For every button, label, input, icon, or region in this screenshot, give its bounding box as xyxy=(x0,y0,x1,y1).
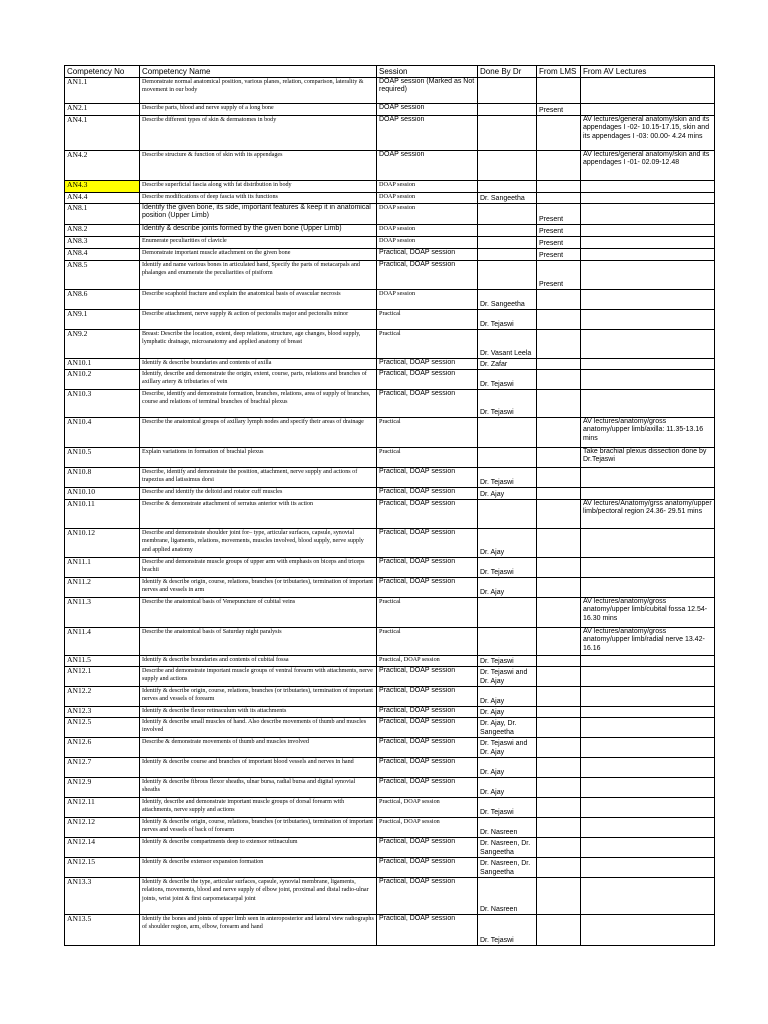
done-by-dr-cell: Dr. Tejaswi and Dr. Ajay xyxy=(478,738,537,758)
from-av-lectures-cell xyxy=(581,687,715,707)
from-lms-cell xyxy=(537,370,581,390)
done-by-dr-cell xyxy=(478,500,537,529)
competency-name-cell: Identify & describe boundaries and contents of axilla xyxy=(140,359,377,370)
competency-name-cell: Identify & describe boundaries and contents of cubital fossa xyxy=(140,656,377,667)
competency-name-cell: Identify & describe flexor retinaculum with its attachments xyxy=(140,707,377,718)
from-lms-cell xyxy=(537,798,581,818)
from-av-lectures-cell xyxy=(581,330,715,359)
from-lms-cell: Present xyxy=(537,237,581,249)
from-lms-cell: Present xyxy=(537,104,581,116)
done-by-dr-cell: Dr. Tejaswi xyxy=(478,310,537,330)
from-av-lectures-cell xyxy=(581,359,715,370)
from-lms-cell xyxy=(537,116,581,151)
session-cell: Practical, DOAP session xyxy=(377,687,478,707)
from-lms-cell: Present xyxy=(537,204,581,225)
competency-name-cell: Identify & describe origin, course, relations, branches (or tributaries), termination of important nerves and vessels in arm xyxy=(140,578,377,598)
from-lms-cell xyxy=(537,707,581,718)
table-row xyxy=(65,390,715,418)
from-av-lectures-cell xyxy=(581,104,715,116)
from-av-lectures-cell xyxy=(581,838,715,858)
session-cell: Practical xyxy=(377,310,478,330)
table-row xyxy=(65,151,715,181)
from-av-lectures-cell xyxy=(581,290,715,310)
from-av-lectures-cell: AV lectures/anatomy/gross anatomy/upper limb/axilla: 11.35-13.16 mins xyxy=(581,418,715,448)
competency-name-cell: Describe the anatomical basis of Venepuncture of cubital veins xyxy=(140,598,377,628)
session-cell: Practical, DOAP session xyxy=(377,778,478,798)
table-row xyxy=(65,656,715,667)
table-row xyxy=(65,330,715,359)
competency-name-cell: Describe & demonstrate attachment of serratus anterior with its action xyxy=(140,500,377,529)
competency-name-cell: Describe the anatomical basis of Saturday night paralysis xyxy=(140,628,377,656)
session-cell: Practical, DOAP session xyxy=(377,359,478,370)
competency-no-cell: AN12.6 xyxy=(65,738,140,758)
from-lms-cell xyxy=(537,558,581,578)
table-row xyxy=(65,488,715,500)
competency-name-cell: Describe the anatomical groups of axillary lymph nodes and specify their areas of drainage xyxy=(140,418,377,448)
done-by-dr-cell: Dr. Zafar xyxy=(478,359,537,370)
session-cell: DOAP session xyxy=(377,290,478,310)
from-lms-cell xyxy=(537,310,581,330)
table-row xyxy=(65,915,715,946)
session-cell: DOAP session (Marked as Not required) xyxy=(377,78,478,104)
table-row xyxy=(65,78,715,104)
competency-name-cell: Describe, identify and demonstrate the position, attachment, nerve supply and actions of trapezius and latissimus dorsi xyxy=(140,468,377,488)
table-row xyxy=(65,687,715,707)
from-lms-cell xyxy=(537,529,581,558)
done-by-dr-cell xyxy=(478,249,537,261)
done-by-dr-cell: Dr. Vasant Leela xyxy=(478,330,537,359)
done-by-dr-cell: Dr. Ajay xyxy=(478,529,537,558)
from-lms-cell xyxy=(537,656,581,667)
competency-name-cell: Describe and demonstrate muscle groups of upper arm with emphasis on biceps and triceps brachii xyxy=(140,558,377,578)
table-row xyxy=(65,448,715,468)
header-from-av-lectures: From AV Lectures xyxy=(581,66,715,78)
competency-table xyxy=(64,65,715,946)
table-row xyxy=(65,104,715,116)
from-lms-cell xyxy=(537,151,581,181)
from-av-lectures-cell xyxy=(581,558,715,578)
competency-name-cell: Demonstrate normal anatomical position, various planes, relation, comparison, laterality & movement in our body xyxy=(140,78,377,104)
from-av-lectures-cell xyxy=(581,529,715,558)
from-av-lectures-cell xyxy=(581,738,715,758)
competency-no-cell: AN12.11 xyxy=(65,798,140,818)
session-cell: DOAP session xyxy=(377,181,478,193)
session-cell: DOAP session xyxy=(377,237,478,249)
competency-name-cell: Identify & describe course and branches of important blood vessels and nerves in hand xyxy=(140,758,377,778)
header-row xyxy=(65,66,715,78)
competency-no-cell: AN11.5 xyxy=(65,656,140,667)
session-cell: DOAP session xyxy=(377,116,478,151)
competency-name-cell: Demonstrate important muscle attachment on the given bone xyxy=(140,249,377,261)
table-row xyxy=(65,707,715,718)
table-row xyxy=(65,249,715,261)
table-row xyxy=(65,738,715,758)
done-by-dr-cell: Dr. Sangeetha xyxy=(478,290,537,310)
from-lms-cell xyxy=(537,193,581,204)
table-row xyxy=(65,225,715,237)
competency-no-cell: AN12.3 xyxy=(65,707,140,718)
done-by-dr-cell: Dr. Nasreen xyxy=(478,818,537,838)
session-cell: DOAP session xyxy=(377,204,478,225)
session-cell: Practical xyxy=(377,628,478,656)
from-lms-cell xyxy=(537,628,581,656)
from-lms-cell xyxy=(537,878,581,915)
table-row xyxy=(65,878,715,915)
competency-name-cell: Describe different types of skin & dermatomes in body xyxy=(140,116,377,151)
done-by-dr-cell xyxy=(478,78,537,104)
done-by-dr-cell xyxy=(478,448,537,468)
competency-name-cell: Identify & describe joints formed by the given bone (Upper Limb) xyxy=(140,225,377,237)
from-av-lectures-cell xyxy=(581,181,715,193)
session-cell: DOAP session xyxy=(377,104,478,116)
session-cell: Practical xyxy=(377,330,478,359)
done-by-dr-cell: Dr. Nasreen, Dr. Sangeetha xyxy=(478,858,537,878)
competency-no-cell: AN12.15 xyxy=(65,858,140,878)
from-av-lectures-cell xyxy=(581,390,715,418)
table-row xyxy=(65,116,715,151)
from-lms-cell xyxy=(537,290,581,310)
competency-name-cell: Breast: Describe the location, extent, deep relations, structure, age changes, blood supply, lymphatic drainage, microanatomy and applied anatomy of breast xyxy=(140,330,377,359)
done-by-dr-cell: Dr. Tejaswi xyxy=(478,468,537,488)
from-lms-cell: Present xyxy=(537,261,581,290)
from-av-lectures-cell: AV lectures/general anatomy/skin and its appendages I -01- 02.09-12.48 xyxy=(581,151,715,181)
done-by-dr-cell: Dr. Ajay xyxy=(478,778,537,798)
table-row xyxy=(65,628,715,656)
competency-no-cell: AN9.1 xyxy=(65,310,140,330)
session-cell: Practical, DOAP session xyxy=(377,878,478,915)
from-lms-cell xyxy=(537,330,581,359)
competency-no-cell: AN11.2 xyxy=(65,578,140,598)
from-lms-cell xyxy=(537,390,581,418)
competency-no-cell: AN10.8 xyxy=(65,468,140,488)
from-av-lectures-cell xyxy=(581,225,715,237)
competency-no-cell: AN8.5 xyxy=(65,261,140,290)
competency-name-cell: Describe & demonstrate movements of thumb and muscles involved xyxy=(140,738,377,758)
done-by-dr-cell: Dr. Nasreen xyxy=(478,878,537,915)
from-av-lectures-cell xyxy=(581,915,715,946)
from-lms-cell xyxy=(537,667,581,687)
competency-no-cell: AN4.3 xyxy=(65,181,140,193)
session-cell: Practical, DOAP session xyxy=(377,667,478,687)
session-cell: Practical, DOAP session xyxy=(377,249,478,261)
done-by-dr-cell: Dr. Tejaswi xyxy=(478,656,537,667)
table-row xyxy=(65,838,715,858)
table-body xyxy=(65,78,715,946)
from-lms-cell xyxy=(537,687,581,707)
from-av-lectures-cell xyxy=(581,707,715,718)
table-row xyxy=(65,667,715,687)
from-av-lectures-cell xyxy=(581,249,715,261)
from-av-lectures-cell xyxy=(581,261,715,290)
competency-no-cell: AN10.10 xyxy=(65,488,140,500)
session-cell: Practical, DOAP session xyxy=(377,500,478,529)
done-by-dr-cell: Dr. Ajay, Dr. Sangeetha xyxy=(478,718,537,738)
from-av-lectures-cell xyxy=(581,370,715,390)
competency-no-cell: AN12.14 xyxy=(65,838,140,858)
table-row xyxy=(65,578,715,598)
competency-name-cell: Describe scaphoid fracture and explain the anatomical basis of avascular necrosis xyxy=(140,290,377,310)
competency-no-cell: AN11.4 xyxy=(65,628,140,656)
done-by-dr-cell: Dr. Ajay xyxy=(478,687,537,707)
session-cell: Practical, DOAP session xyxy=(377,738,478,758)
done-by-dr-cell: Dr. Tejaswi xyxy=(478,558,537,578)
table-row xyxy=(65,798,715,818)
competency-name-cell: Identify & describe origin, course, relations, branches (or tributaries), termination of important nerves and vessels of back of forearm xyxy=(140,818,377,838)
competency-name-cell: Describe structure & function of skin with its appendages xyxy=(140,151,377,181)
from-av-lectures-cell xyxy=(581,798,715,818)
competency-no-cell: AN8.4 xyxy=(65,249,140,261)
header-from-lms: From LMS xyxy=(537,66,581,78)
competency-name-cell: Describe superficial fascia along with fat distribution in body xyxy=(140,181,377,193)
from-av-lectures-cell: Take brachial plexus dissection done by Dr.Tejaswi xyxy=(581,448,715,468)
competency-name-cell: Explain variations in formation of brachial plexus xyxy=(140,448,377,468)
competency-no-cell: AN11.1 xyxy=(65,558,140,578)
done-by-dr-cell xyxy=(478,225,537,237)
done-by-dr-cell xyxy=(478,151,537,181)
session-cell: Practical, DOAP session xyxy=(377,707,478,718)
done-by-dr-cell xyxy=(478,598,537,628)
competency-no-cell: AN12.12 xyxy=(65,818,140,838)
from-lms-cell xyxy=(537,468,581,488)
header-session: Session xyxy=(377,66,478,78)
done-by-dr-cell: Dr. Ajay xyxy=(478,758,537,778)
from-av-lectures-cell xyxy=(581,878,715,915)
competency-no-cell: AN10.1 xyxy=(65,359,140,370)
from-av-lectures-cell xyxy=(581,778,715,798)
done-by-dr-cell: Dr. Tejaswi and Dr. Ajay xyxy=(478,667,537,687)
done-by-dr-cell: Dr. Sangeetha xyxy=(478,193,537,204)
done-by-dr-cell xyxy=(478,418,537,448)
session-cell: Practical, DOAP session xyxy=(377,578,478,598)
from-av-lectures-cell xyxy=(581,758,715,778)
competency-no-cell: AN10.3 xyxy=(65,390,140,418)
from-lms-cell xyxy=(537,738,581,758)
competency-no-cell: AN11.3 xyxy=(65,598,140,628)
done-by-dr-cell: Dr. Ajay xyxy=(478,707,537,718)
table-row xyxy=(65,718,715,738)
competency-no-cell: AN8.2 xyxy=(65,225,140,237)
from-lms-cell xyxy=(537,418,581,448)
done-by-dr-cell xyxy=(478,116,537,151)
from-lms-cell xyxy=(537,181,581,193)
from-lms-cell xyxy=(537,488,581,500)
from-lms-cell xyxy=(537,838,581,858)
done-by-dr-cell xyxy=(478,628,537,656)
from-lms-cell xyxy=(537,359,581,370)
from-av-lectures-cell xyxy=(581,237,715,249)
competency-no-cell: AN9.2 xyxy=(65,330,140,359)
table-row xyxy=(65,778,715,798)
session-cell: Practical, DOAP session xyxy=(377,468,478,488)
competency-no-cell: AN12.5 xyxy=(65,718,140,738)
from-lms-cell xyxy=(537,778,581,798)
competency-no-cell: AN10.11 xyxy=(65,500,140,529)
competency-name-cell: Describe and demonstrate important muscle groups of ventral forearm with attachments, nerve supply and actions xyxy=(140,667,377,687)
competency-name-cell: Describe modifications of deep fascia with its functions xyxy=(140,193,377,204)
competency-no-cell: AN10.5 xyxy=(65,448,140,468)
competency-no-cell: AN12.1 xyxy=(65,667,140,687)
table-row xyxy=(65,181,715,193)
table-row xyxy=(65,418,715,448)
from-av-lectures-cell xyxy=(581,578,715,598)
competency-name-cell: Identify & describe extensor expansion formation xyxy=(140,858,377,878)
session-cell: Practical, DOAP session xyxy=(377,488,478,500)
table-row xyxy=(65,290,715,310)
competency-name-cell: Identify & describe origin, course, relations, branches (or tributaries), termination of important nerves and vessels of forearm xyxy=(140,687,377,707)
competency-no-cell: AN8.1 xyxy=(65,204,140,225)
competency-name-cell: Enumerate peculiarities of clavicle xyxy=(140,237,377,249)
from-av-lectures-cell: AV lectures/Anatomy/grss anatomy/upper limb/pectoral region 24.36- 29.51 mins xyxy=(581,500,715,529)
table-row xyxy=(65,193,715,204)
table-row xyxy=(65,370,715,390)
done-by-dr-cell: Dr. Tejaswi xyxy=(478,798,537,818)
from-lms-cell xyxy=(537,858,581,878)
from-lms-cell: Present xyxy=(537,225,581,237)
session-cell: Practical, DOAP session xyxy=(377,798,478,818)
session-cell: Practical, DOAP session xyxy=(377,656,478,667)
table-row xyxy=(65,261,715,290)
done-by-dr-cell xyxy=(478,104,537,116)
done-by-dr-cell xyxy=(478,261,537,290)
competency-no-cell: AN8.3 xyxy=(65,237,140,249)
table-row xyxy=(65,758,715,778)
competency-no-cell: AN12.2 xyxy=(65,687,140,707)
session-cell: Practical xyxy=(377,448,478,468)
competency-no-cell: AN13.5 xyxy=(65,915,140,946)
from-av-lectures-cell xyxy=(581,78,715,104)
from-lms-cell xyxy=(537,78,581,104)
header-competency-name: Competency Name xyxy=(140,66,377,78)
done-by-dr-cell xyxy=(478,204,537,225)
from-lms-cell xyxy=(537,500,581,529)
competency-name-cell: Identify, describe and demonstrate important muscle groups of dorsal forearm with attachments, nerve supply and actions xyxy=(140,798,377,818)
from-av-lectures-cell: AV lectures/general anatomy/skin and its appendages I -02- 10.15-17.15, skin and its appendages I -03: 00.00- 4.24 mins xyxy=(581,116,715,151)
from-av-lectures-cell xyxy=(581,718,715,738)
competency-no-cell: AN1.1 xyxy=(65,78,140,104)
from-av-lectures-cell xyxy=(581,310,715,330)
done-by-dr-cell: Dr. Tejaswi xyxy=(478,370,537,390)
table-row xyxy=(65,310,715,330)
session-cell: Practical, DOAP session xyxy=(377,529,478,558)
session-cell: Practical xyxy=(377,598,478,628)
competency-no-cell: AN10.12 xyxy=(65,529,140,558)
competency-no-cell: AN8.6 xyxy=(65,290,140,310)
session-cell: Practical, DOAP session xyxy=(377,390,478,418)
from-lms-cell xyxy=(537,578,581,598)
table-row xyxy=(65,500,715,529)
header-done-by-dr: Done By Dr xyxy=(478,66,537,78)
from-av-lectures-cell xyxy=(581,488,715,500)
from-av-lectures-cell xyxy=(581,858,715,878)
done-by-dr-cell xyxy=(478,181,537,193)
competency-no-cell: AN13.3 xyxy=(65,878,140,915)
competency-no-cell: AN10.2 xyxy=(65,370,140,390)
competency-name-cell: Describe attachment, nerve supply & action of pectoralis major and pectoralis minor xyxy=(140,310,377,330)
competency-no-cell: AN4.2 xyxy=(65,151,140,181)
from-lms-cell xyxy=(537,758,581,778)
competency-name-cell: Identify the bones and joints of upper limb seen in anteroposterior and lateral view radiographs of shoulder region, arm, elbow, forearm and hand xyxy=(140,915,377,946)
done-by-dr-cell: Dr. Ajay xyxy=(478,488,537,500)
competency-no-cell: AN2.1 xyxy=(65,104,140,116)
done-by-dr-cell: Dr. Nasreen, Dr. Sangeetha xyxy=(478,838,537,858)
from-lms-cell: Present xyxy=(537,249,581,261)
session-cell: Practical xyxy=(377,418,478,448)
from-lms-cell xyxy=(537,448,581,468)
competency-no-cell: AN4.1 xyxy=(65,116,140,151)
from-lms-cell xyxy=(537,818,581,838)
session-cell: Practical, DOAP session xyxy=(377,858,478,878)
session-cell: Practical, DOAP session xyxy=(377,818,478,838)
from-av-lectures-cell xyxy=(581,468,715,488)
from-av-lectures-cell xyxy=(581,204,715,225)
competency-name-cell: Describe and identify the deltoid and rotator cuff muscles xyxy=(140,488,377,500)
competency-no-cell: AN12.7 xyxy=(65,758,140,778)
table-row xyxy=(65,818,715,838)
table-row xyxy=(65,598,715,628)
session-cell: DOAP session xyxy=(377,151,478,181)
competency-name-cell: Identify the given bone, its side, important features & keep it in anatomical position (Upper Limb) xyxy=(140,204,377,225)
done-by-dr-cell xyxy=(478,237,537,249)
session-cell: Practical, DOAP session xyxy=(377,838,478,858)
from-lms-cell xyxy=(537,718,581,738)
competency-name-cell: Identify and name various bones in articulated hand, Specify the parts of metacarpals and phalanges and enumerate the peculiarities of pisiform xyxy=(140,261,377,290)
table-row xyxy=(65,468,715,488)
table-row xyxy=(65,529,715,558)
competency-name-cell: Identify, describe and demonstrate the origin, extent, course, parts, relations and branches of axillary artery & tributaries of vein xyxy=(140,370,377,390)
done-by-dr-cell: Dr. Tejaswi xyxy=(478,915,537,946)
session-cell: DOAP session xyxy=(377,225,478,237)
session-cell: Practical, DOAP session xyxy=(377,370,478,390)
from-av-lectures-cell xyxy=(581,818,715,838)
from-av-lectures-cell xyxy=(581,656,715,667)
competency-no-cell: AN12.9 xyxy=(65,778,140,798)
from-av-lectures-cell xyxy=(581,667,715,687)
header-competency-no: Competency No xyxy=(65,66,140,78)
competency-name-cell: Identify & describe small muscles of hand. Also describe movements of thumb and muscles involved xyxy=(140,718,377,738)
session-cell: DOAP session xyxy=(377,193,478,204)
session-cell: Practical, DOAP session xyxy=(377,758,478,778)
from-av-lectures-cell: AV lectures/anatomy/gross anatomy/upper limb/cubital fossa 12.54-16.30 mins xyxy=(581,598,715,628)
competency-name-cell: Describe and demonstrate shoulder joint for– type, articular surfaces, capsule, synovial membrane, ligaments, relations, movements, muscles involved, blood supply, nerve supply and applied anatomy xyxy=(140,529,377,558)
competency-name-cell: Identify & describe compartments deep to extensor retinaculum xyxy=(140,838,377,858)
table-row xyxy=(65,237,715,249)
competency-name-cell: Identify & describe fibrous flexor sheaths, ulnar bursa, radial bursa and digital synovial sheaths xyxy=(140,778,377,798)
from-lms-cell xyxy=(537,598,581,628)
table-row xyxy=(65,558,715,578)
session-cell: Practical, DOAP session xyxy=(377,915,478,946)
competency-name-cell: Identify & describe the type, articular surfaces, capsule, synovial membrane, ligaments, relations, movements, blood and nerve supply of elbow joint, proximal and distal radio-ulnar joints, wrist joint & first carpometacarpal joint xyxy=(140,878,377,915)
done-by-dr-cell: Dr. Ajay xyxy=(478,578,537,598)
done-by-dr-cell: Dr. Tejaswi xyxy=(478,390,537,418)
session-cell: Practical, DOAP session xyxy=(377,718,478,738)
competency-no-cell: AN10.4 xyxy=(65,418,140,448)
from-lms-cell xyxy=(537,915,581,946)
competency-name-cell: Describe, identify and demonstrate formation, branches, relations, area of supply of branches, course and relations of terminal branches of brachial plexus xyxy=(140,390,377,418)
table-row xyxy=(65,204,715,225)
session-cell: Practical, DOAP session xyxy=(377,558,478,578)
table-row xyxy=(65,858,715,878)
from-av-lectures-cell xyxy=(581,193,715,204)
competency-name-cell: Describe parts, blood and nerve supply of a long bone xyxy=(140,104,377,116)
table-row xyxy=(65,359,715,370)
session-cell: Practical, DOAP session xyxy=(377,261,478,290)
competency-no-cell: AN4.4 xyxy=(65,193,140,204)
from-av-lectures-cell: AV lectures/anatomy/gross anatomy/upper limb/radial nerve 13.42-16.16 xyxy=(581,628,715,656)
